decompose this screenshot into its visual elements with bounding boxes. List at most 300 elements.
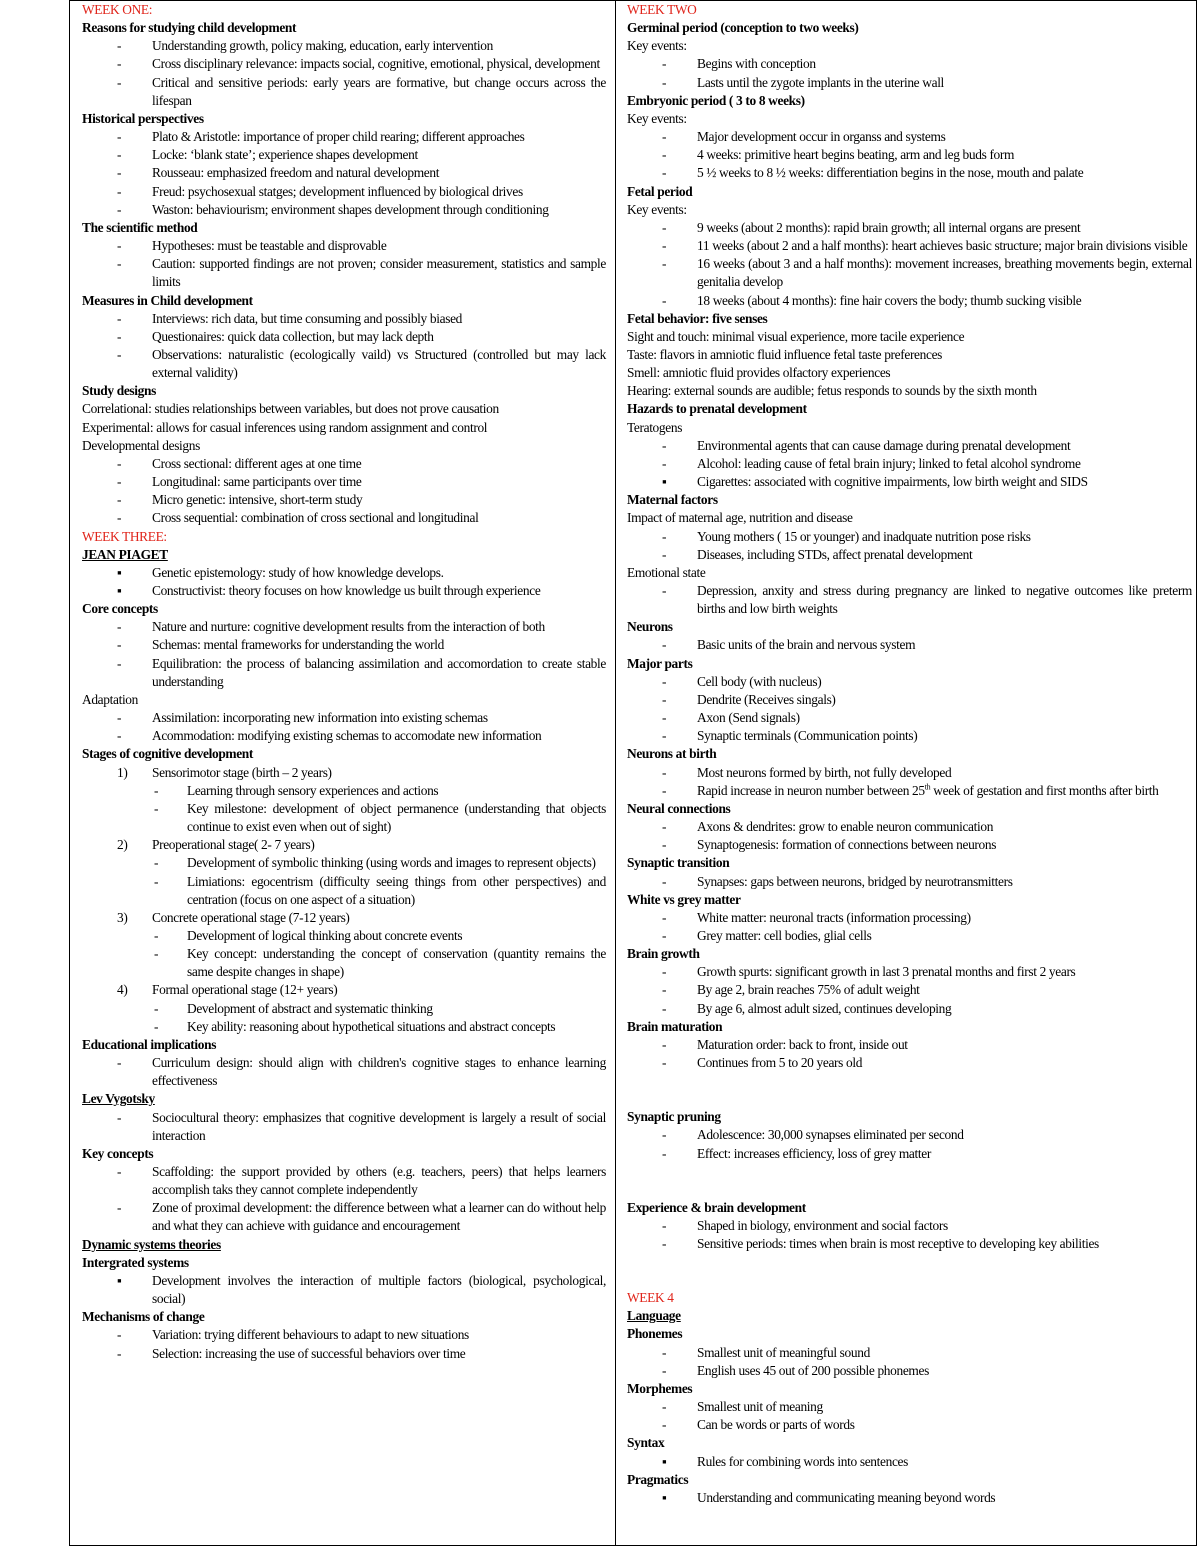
bullet-item [82,55,606,73]
bullet-item [82,310,606,328]
item-text: Growth spurts: significant growth in last 3 prenatal months and first 2 years [697,964,1076,980]
bullet-item [82,727,606,745]
item-text: Smallest unit of meaningful sound [697,1344,870,1360]
item-text: Neurons [627,619,673,635]
text-line [627,37,1192,55]
section-heading [627,1108,1192,1126]
item-text: Begins with conception [697,56,816,72]
text-line [627,509,1192,527]
item-text: Environmental agents that can cause damage during prenatal development [697,437,1071,453]
item-text: Formal operational stage (12+ years) [152,982,338,998]
bullet-item [82,564,606,582]
text-line [82,691,606,709]
dash-bullet-icon: - [117,655,122,671]
section-heading [82,219,606,237]
section-heading [627,618,1192,636]
item-text: Freud: psychosexual statges; development influenced by biological drives [152,183,523,199]
bullet-item [627,1000,1192,1018]
section-heading [627,800,1192,818]
item-text: The scientific method [82,219,198,235]
item-text: 9 weeks (about 2 months): rapid brain growth; all internal organs are present [697,219,1081,235]
numbered-item [82,836,606,854]
dash-bullet-icon: - [117,1327,122,1343]
list-number: 1) [117,764,128,780]
bullet-item [82,1054,606,1090]
item-text: 5 ½ weeks to 8 ½ weeks: differentiation begins in the nose, mouth and palate [697,165,1084,181]
dash-bullet-icon: - [117,328,122,344]
dash-bullet-icon: - [662,292,667,308]
item-text: Cross sectional: different ages at one time [152,455,362,471]
item-text: Grey matter: cell bodies, glial cells [697,927,872,943]
sub-bullet-item [82,800,606,836]
bullet-item [82,473,606,491]
sub-bullet-item [82,1000,606,1018]
item-text: Equilibration: the process of balancing assimilation and accomordation to create stable understanding [152,655,606,689]
item-text: Genetic epistemology: study of how knowledge develops. [152,564,444,580]
square-bullet-icon: ▪ [117,564,122,580]
bullet-item [82,201,606,219]
dash-bullet-icon: - [662,637,667,653]
list-number: 4) [117,982,128,998]
bullet-item [82,37,606,55]
item-text: By age 2, brain reaches 75% of adult weight [697,982,920,998]
bullet-item [627,636,1192,654]
dash-bullet-icon: - [662,819,667,835]
section-heading [627,183,1192,201]
item-text: Caution: supported findings are not proven; consider measurement, statistics and sample limits [152,256,606,290]
section-heading [82,292,606,310]
item-text: Concrete operational stage (7-12 years) [152,909,350,925]
item-text: Experience & brain development [627,1199,806,1215]
dash-bullet-icon: - [117,165,122,181]
bullet-item [627,1235,1192,1253]
item-text: Curriculum design: should align with children's cognitive stages to enhance learning effectiveness [152,1055,606,1089]
text-line [627,382,1192,400]
bullet-item [82,491,606,509]
bullet-item [82,128,606,146]
sub-bullet-item [82,927,606,945]
item-text: Rousseau: emphasized freedom and natural development [152,165,440,181]
section-heading [627,1199,1192,1217]
item-text: Pragmatics [627,1471,689,1487]
section-heading [82,1036,606,1054]
item-text: Alcohol: leading cause of fetal brain injury; linked to fetal alcohol syndrome [697,455,1081,471]
bullet-item [627,74,1192,92]
dash-bullet-icon: - [117,56,122,72]
item-text: Key events: [627,38,687,54]
bullet-item [82,655,606,691]
section-heading-underlined [82,546,606,564]
item-text: Sight and touch: minimal visual experience, more tacile experience [627,328,965,344]
item-text: WEEK TWO [627,2,697,17]
item-text: Synapses: gaps between neurons, bridged by neurotransmitters [697,873,1013,889]
item-text: Cigarettes: associated with cognitive impairments, low birth weight and SIDS [697,474,1088,490]
bullet-item [627,582,1192,618]
section-heading [82,745,606,763]
item-text: Maturation order: back to front, inside out [697,1036,908,1052]
item-text: Preoperational stage( 2- 7 years) [152,837,315,853]
item-text: Core concepts [82,601,158,617]
item-text: Schemas: mental frameworks for understanding the world [152,637,444,653]
item-text: Measures in Child development [82,292,253,308]
dash-bullet-icon: - [117,510,122,526]
item-text: Adaptation [82,691,138,707]
section-heading-underlined [627,1307,1192,1325]
bullet-item [627,873,1192,891]
item-text: Morphemes [627,1380,693,1396]
dash-bullet-icon: - [662,982,667,998]
item-text: Locke: ‘blank state’; experience shapes development [152,147,418,163]
bullet-item [627,836,1192,854]
item-text: Limiations: egocentrism (difficulty seeing things from other perspectives) and centration (focus on one aspect of a situation) [187,873,606,907]
item-text: Learning through sensory experiences and actions [187,782,439,798]
section-heading [627,310,1192,328]
dash-bullet-icon: - [662,165,667,181]
item-text: Phonemes [627,1326,683,1342]
item-text: Emotional state [627,564,706,580]
bullet-item [82,237,606,255]
item-text: Rules for combining words into sentences [697,1453,908,1469]
week-heading [82,528,606,546]
item-text: Brain growth [627,946,700,962]
dash-bullet-icon: - [662,437,667,453]
item-text: Study designs [82,383,156,399]
bullet-item [627,1217,1192,1235]
item-text: Teratogens [627,419,683,435]
bullet-item [82,1109,606,1145]
item-text: Brain maturation [627,1018,723,1034]
sub-bullet-item [82,873,606,909]
bullet-item [627,219,1192,237]
bullet-item [82,618,606,636]
dash-bullet-icon: - [662,1362,667,1378]
bullet-item [82,164,606,182]
bullet-item [627,546,1192,564]
dash-bullet-icon: - [117,38,122,54]
blank-line [627,1072,1192,1090]
item-text: Dynamic systems theories [82,1236,221,1252]
bullet-item [82,1163,606,1199]
item-text: 4 weeks: primitive heart begins beating, arm and leg buds form [697,147,1015,163]
item-text: Synaptic pruning [627,1109,721,1125]
bullet-item [627,673,1192,691]
week-heading [627,1,1192,19]
dash-bullet-icon: - [662,673,667,689]
item-text: Embryonic period ( 3 to 8 weeks) [627,92,805,108]
item-text: Development of symbolic thinking (using words and images to represent objects) [187,855,596,871]
sub-bullet-item [82,854,606,872]
bullet-item [627,963,1192,981]
item-text: Constructivist: theory focuses on how knowledge us built through experience [152,583,541,598]
dash-bullet-icon: - [117,346,122,362]
dash-bullet-icon: - [117,201,122,217]
bullet-item [82,346,606,382]
item-text: Assimilation: incorporating new information into existing schemas [152,710,488,726]
dash-bullet-icon: - [662,1000,667,1016]
item-text: Sensitive periods: times when brain is most receptive to developing key abilities [697,1236,1099,1251]
dash-bullet-icon: - [662,455,667,471]
week-heading [627,1289,1192,1307]
item-text: Maternal factors [627,492,718,508]
blank-line [627,1181,1192,1199]
text-line [627,201,1192,219]
bullet-item [627,473,1192,491]
item-text: Impact of maternal age, nutrition and disease [627,510,853,526]
item-text: Intergrated systems [82,1254,189,1270]
dash-bullet-icon: - [117,1109,122,1125]
item-text: Synaptic terminals (Communication points) [697,728,918,744]
week-heading [82,1,606,19]
bullet-item [627,1362,1192,1380]
dash-bullet-icon: - [662,528,667,544]
section-heading [627,1380,1192,1398]
dash-bullet-icon: - [662,256,667,272]
bullet-item [627,818,1192,836]
dash-bullet-icon: - [662,1145,667,1161]
list-number: 3) [117,909,128,925]
bullet-item [627,909,1192,927]
dash-bullet-icon: - [117,256,122,272]
item-text: WEEK THREE: [82,528,167,544]
section-heading [627,1325,1192,1343]
section-heading [627,1434,1192,1452]
text-line [627,346,1192,364]
item-text: Developmental designs [82,437,200,453]
bullet-item [627,1036,1192,1054]
item-text: WEEK ONE: [82,2,153,17]
bullet-item [627,1344,1192,1362]
item-text: Key milestone: development of object permanence (understanding that objects continue to exist even when out of sight) [187,800,606,835]
item-text: Effect: increases efficiency, loss of grey matter [697,1145,931,1161]
dash-bullet-icon: - [662,873,667,889]
item-text: Cross sequential: combination of cross sectional and longitudinal [152,510,479,526]
section-heading [82,1145,606,1163]
item-text: Adolescence: 30,000 synapses eliminated per second [697,1127,964,1143]
section-heading [82,110,606,128]
bullet-item [627,1453,1192,1471]
item-text: Development involves the interaction of multiple factors (biological, psychological, social) [152,1272,606,1307]
bullet-item [627,237,1192,255]
dash-bullet-icon: - [662,74,667,90]
item-text: Major parts [627,655,693,671]
item-text: Sociocultural theory: emphasizes that cognitive development is largely a result of social interaction [152,1109,606,1143]
dash-bullet-icon: - [117,1164,122,1179]
text-line [627,328,1192,346]
item-text: Mechanisms of change [82,1309,205,1325]
notes-table [69,0,1197,1546]
dash-bullet-icon: - [154,873,159,889]
item-text: Sensorimotor stage (birth – 2 years) [152,764,332,780]
bullet-item [82,509,606,527]
item-text: Educational implications [82,1036,217,1052]
sub-bullet-item [82,782,606,800]
text-line [82,419,606,437]
item-text: Variation: trying different behaviours to adapt to new situations [152,1327,469,1343]
section-heading-underlined [82,1236,606,1254]
item-text: Smallest unit of meaning [697,1399,823,1415]
section-heading [627,400,1192,418]
item-text: Syntax [627,1435,665,1451]
item-text: Reasons for studying child development [82,20,297,36]
item-text: Observations: naturalistic (ecologically vaild) vs Structured (controlled but may lack external validity) [152,346,606,381]
item-text: Language [627,1308,681,1324]
item-text: Longitudinal: same participants over time [152,474,362,490]
section-heading [82,600,606,618]
bullet-item [627,764,1192,782]
item-text: Major development occur in organss and systems [697,129,946,145]
bullet-item [627,146,1192,164]
bullet-item [82,1199,606,1235]
bullet-item [627,1145,1192,1163]
bullet-item [82,1345,606,1363]
dash-bullet-icon: - [662,56,667,72]
text-line [627,110,1192,128]
dash-bullet-icon: - [117,310,122,326]
square-bullet-icon: ▪ [117,583,122,598]
item-text: Germinal period (conception to two weeks) [627,20,859,36]
item-text: Can be words or parts of words [697,1417,855,1433]
bullet-item [82,455,606,473]
text-line [82,400,606,418]
dash-bullet-icon: - [154,782,159,798]
item-text: Depression, anxity and stress during pregnancy are linked to negative outcomes like preterm births and low birth weights [697,583,1192,617]
item-text: Interviews: rich data, but time consuming and possibly biased [152,310,463,326]
item-text: Selection: increasing the use of successful behaviors over time [152,1345,466,1361]
section-heading-underlined [82,1090,606,1108]
bullet-item [82,183,606,201]
section-heading [627,854,1192,872]
item-text: Questionaires: quick data collection, but may lack depth [152,328,434,344]
text-line [627,364,1192,382]
section-heading [627,1018,1192,1036]
bullet-item [627,1416,1192,1434]
bullet-item [82,1272,606,1308]
item-text: Hazards to prenatal development [627,401,807,417]
dash-bullet-icon: - [662,1055,667,1071]
bullet-item [627,455,1192,473]
item-text: WEEK 4 [627,1290,674,1306]
dash-bullet-icon: - [662,1036,667,1052]
item-text: White matter: neuronal tracts (information processing) [697,909,971,925]
bullet-item [627,55,1192,73]
section-heading [627,19,1192,37]
item-text-continued: week of gestation and first months after birth [930,782,1159,798]
item-text: Correlational: studies relationships between variables, but does not prove causation [82,401,499,417]
bullet-item [627,528,1192,546]
item-text: Smell: amniotic fluid provides olfactory experiences [627,365,891,381]
bullet-item [82,1326,606,1344]
item-text: Development of logical thinking about concrete events [187,927,463,943]
bullet-item [82,709,606,727]
text-line [627,419,1192,437]
item-text: Hearing: external sounds are audible; fetus responds to sounds by the sixth month [627,383,1037,399]
item-text: English uses 45 out of 200 possible phonemes [697,1362,929,1378]
item-text: Critical and sensitive periods: early years are formative, but change occurs across the lifespan [152,74,606,108]
item-text: Key events: [627,201,687,217]
square-bullet-icon: ▪ [662,1453,667,1469]
section-heading [627,745,1192,763]
dash-bullet-icon: - [117,147,122,163]
dash-bullet-icon: - [117,637,122,653]
item-text: Stages of cognitive development [82,746,254,762]
numbered-item [82,981,606,999]
item-text: 16 weeks (about 3 and a half months): movement increases, breathing movements begin, external genitalia develop [697,256,1192,290]
dash-bullet-icon: - [662,710,667,726]
item-text: By age 6, almost adult sized, continues developing [697,1000,952,1016]
item-text: Experimental: allows for casual inferences using random assignment and control [82,419,488,435]
bullet-item [627,709,1192,727]
item-text: Neurons at birth [627,746,717,762]
dash-bullet-icon: - [662,909,667,925]
item-text: Fetal period [627,183,693,199]
dash-bullet-icon: - [662,837,667,853]
item-text: Synaptogenesis: formation of connections between neurons [697,837,997,853]
blank-line [627,1271,1192,1289]
dash-bullet-icon: - [117,455,122,471]
bullet-item [627,782,1192,800]
text-line [627,564,1192,582]
bullet-item [627,128,1192,146]
bullet-item [82,255,606,291]
bullet-item [627,437,1192,455]
bullet-item [82,146,606,164]
item-text: Key concepts [82,1145,154,1161]
blank-line [627,1090,1192,1108]
dash-bullet-icon: - [154,927,159,943]
superscript-text: th [924,782,931,792]
bullet-item [627,292,1192,310]
item-text: Waston: behaviourism; environment shapes development through conditioning [152,201,549,217]
section-heading [627,491,1192,509]
dash-bullet-icon: - [154,1000,159,1016]
dash-bullet-icon: - [154,800,159,816]
dash-bullet-icon: - [154,855,159,871]
text-line [82,437,606,455]
item-text: Synaptic transition [627,855,730,871]
dash-bullet-icon: - [117,74,122,90]
item-text: Acommodation: modifying existing schemas to accomodate new information [152,728,542,744]
section-heading [627,1471,1192,1489]
bullet-item [627,1489,1192,1507]
bullet-item [627,164,1192,182]
item-text: Fetal behavior: five senses [627,310,768,326]
dash-bullet-icon: - [154,1018,159,1034]
bullet-item [627,1054,1192,1072]
item-text: Lasts until the zygote implants in the uterine wall [697,74,944,90]
bullet-item [82,328,606,346]
sub-bullet-item [82,1018,606,1036]
item-text: Understanding growth, policy making, education, early intervention [152,38,493,54]
dash-bullet-icon: - [662,782,667,798]
item-text: Scaffolding: the support provided by others (e.g. teachers, peers) that helps learners accomplish taks they cannot complete independently [152,1164,606,1198]
dash-bullet-icon: - [662,583,667,598]
item-text: Plato & Aristotle: importance of proper child rearing; different approaches [152,129,525,145]
item-text: Cell body (with nucleus) [697,673,822,689]
dash-bullet-icon: - [662,238,667,254]
dash-bullet-icon: - [662,691,667,707]
section-heading [82,1308,606,1326]
section-heading [627,655,1192,673]
bullet-item [627,981,1192,999]
sub-bullet-item [82,945,606,981]
dash-bullet-icon: - [662,147,667,163]
item-text: Basic units of the brain and nervous system [697,637,916,653]
bullet-item [627,1398,1192,1416]
bullet-item [82,74,606,110]
square-bullet-icon: ▪ [662,474,667,490]
item-text: Zone of proximal development: the difference between what a learner can do without help and what they can achieve with guidance and encouragement [152,1200,606,1234]
item-text: Dendrite (Receives singals) [697,691,836,707]
